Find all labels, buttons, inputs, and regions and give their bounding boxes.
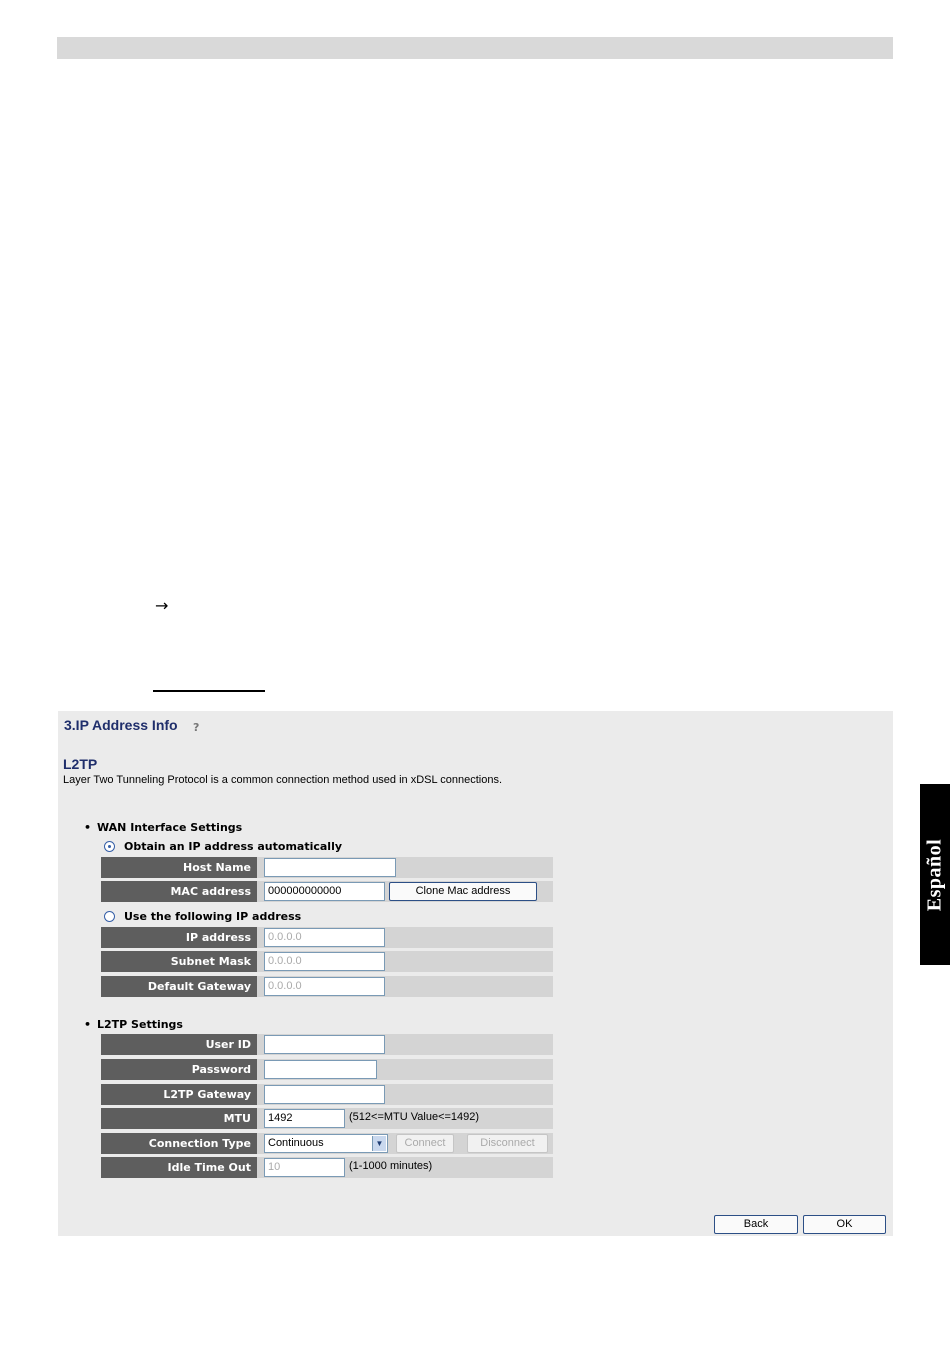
default-gateway-label: Default Gateway bbox=[101, 976, 257, 997]
disconnect-button[interactable]: Disconnect bbox=[467, 1134, 548, 1153]
subnet-mask-label: Subnet Mask bbox=[101, 951, 257, 972]
user-id-input[interactable] bbox=[264, 1035, 385, 1054]
connection-type-row bbox=[101, 1133, 553, 1154]
ip-address-row bbox=[101, 927, 553, 948]
ip-address-info-panel bbox=[58, 711, 893, 1236]
mtu-row bbox=[101, 1108, 553, 1129]
idle-time-out-input[interactable]: 10 bbox=[264, 1158, 345, 1177]
language-side-tab bbox=[920, 784, 950, 965]
radio-manual-ip-row[interactable] bbox=[104, 910, 404, 924]
mac-address-input[interactable]: 000000000000 bbox=[264, 882, 385, 901]
connect-button[interactable]: Connect bbox=[396, 1134, 454, 1153]
mtu-label: MTU bbox=[101, 1108, 257, 1129]
ip-address-label: IP address bbox=[101, 927, 257, 948]
help-icon[interactable]: ? bbox=[193, 721, 209, 735]
connection-type-value: Continuous bbox=[268, 1137, 324, 1149]
subnet-mask-input[interactable]: 0.0.0.0 bbox=[264, 952, 385, 971]
connection-type-select[interactable] bbox=[264, 1134, 388, 1153]
connection-type-label: Connection Type bbox=[101, 1133, 257, 1154]
l2tp-gateway-input[interactable] bbox=[264, 1085, 385, 1104]
idle-time-out-label: Idle Time Out bbox=[101, 1157, 257, 1178]
l2tp-settings-heading: • L2TP Settings bbox=[97, 1018, 183, 1031]
user-id-row bbox=[101, 1034, 553, 1055]
password-row bbox=[101, 1059, 553, 1080]
mac-address-row bbox=[101, 881, 553, 902]
clone-mac-button[interactable]: Clone Mac address bbox=[389, 882, 537, 901]
l2tp-gateway-row bbox=[101, 1084, 553, 1105]
idle-time-out-note: (1-1000 minutes) bbox=[349, 1160, 433, 1172]
default-gateway-input[interactable]: 0.0.0.0 bbox=[264, 977, 385, 996]
host-name-input[interactable] bbox=[264, 858, 396, 877]
ok-button[interactable]: OK bbox=[803, 1215, 886, 1234]
password-label: Password bbox=[101, 1059, 257, 1080]
underline-rule bbox=[153, 690, 265, 692]
host-name-row bbox=[101, 857, 553, 878]
section-description: Layer Two Tunneling Protocol is a common connection method used in xDSL connections. bbox=[63, 774, 503, 786]
mtu-range-note: (512<=MTU Value<=1492) bbox=[349, 1111, 480, 1123]
mtu-input[interactable]: 1492 bbox=[264, 1109, 345, 1128]
back-button[interactable]: Back bbox=[714, 1215, 798, 1234]
radio-obtain-auto[interactable] bbox=[104, 841, 115, 852]
panel-title: 3.IP Address Info bbox=[64, 717, 178, 733]
password-input[interactable] bbox=[264, 1060, 377, 1079]
page-header-band bbox=[57, 37, 893, 59]
radio-obtain-auto-row[interactable] bbox=[104, 840, 404, 854]
subnet-mask-row bbox=[101, 951, 553, 972]
section-title: L2TP bbox=[63, 756, 98, 772]
chevron-down-icon[interactable]: ▼ bbox=[372, 1136, 386, 1151]
ip-address-input[interactable]: 0.0.0.0 bbox=[264, 928, 385, 947]
radio-manual-ip-label: Use the following IP address bbox=[124, 910, 302, 923]
wan-settings-heading: • WAN Interface Settings bbox=[97, 821, 242, 834]
idle-time-out-row bbox=[101, 1157, 553, 1178]
host-name-label: Host Name bbox=[101, 857, 257, 878]
user-id-label: User ID bbox=[101, 1034, 257, 1055]
language-side-tab-label: Español bbox=[923, 838, 946, 911]
radio-obtain-auto-label: Obtain an IP address automatically bbox=[124, 840, 343, 853]
l2tp-gateway-label: L2TP Gateway bbox=[101, 1084, 257, 1105]
default-gateway-row bbox=[101, 976, 553, 997]
mac-address-label: MAC address bbox=[101, 881, 257, 902]
radio-manual-ip[interactable] bbox=[104, 911, 115, 922]
arrow-glyph: → bbox=[155, 596, 169, 615]
